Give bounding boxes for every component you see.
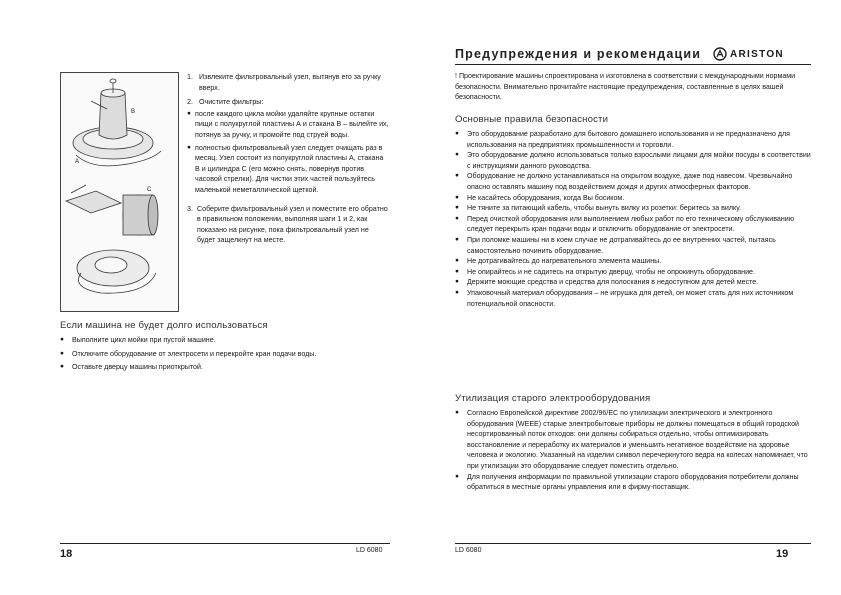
left-page-number: 18	[60, 548, 73, 560]
disposal-item: ● Согласно Европейской директиве 2002/96/EC по утилизации электрического и электронного оборудования (WEEE) старые электробытовые приборы не должны помещаться в общий городской несортированный поток отходов: они должны собираться отдельно, чтобы оптимизировать восстановление и переработку их материалов и уменьшить негативное воздействие на здоровье человека и экологию. Указанный на изделии символ перечеркнутого ведра на колесах напоминает, что при утилизации это оборудование следует поместить отдельно.	[455, 408, 811, 472]
left-footer-rule	[60, 543, 390, 544]
figure-label-a: A	[75, 159, 80, 165]
step-3-text: Соберите фильтровальный узел и поместите его обратно в правильном положении, выполняя шаги 1 и 2, как показано на рисунке, пока фильтровальный узел не будет защелкнут на месте.	[197, 204, 388, 245]
intro-text: ! Проектирование машины спроектирована и изготовлена в соответствии с международными нормами безопасности. Внимательно прочитайте настоящие предупреждения, составленные в целях вашей безопасности.	[455, 72, 796, 102]
safety-item: ● При поломке машины ни в коем случае не дотрагивайтесь до ее внутренних частей, пытаясь самостоятельно починить оборудование.	[455, 235, 811, 256]
cleaning-item: ● полностью фильтровальный узел следует очищать раз в месяц. Узел состоит из полукруглой пластины А, стакана В и цилиндра С (его можно снять, повернув против часовой стрелки). Для чистки этих частей пользуйтесь маленькой неметаллической щеткой.	[187, 143, 389, 196]
safety-heading: Основные правила безопасности	[455, 114, 609, 125]
step-1	[187, 72, 389, 93]
long-absence-item: ● Выполните цикл мойки при пустой машине.	[60, 335, 400, 346]
long-absence-item: ● Оставьте дверцу машины приоткрытой.	[60, 362, 400, 373]
step-3	[187, 204, 389, 246]
figure-label-b: B	[131, 109, 136, 115]
step-2-number: 2.	[187, 98, 193, 107]
safety-item: ● Оборудование не должно устанавливаться на открытом воздухе, даже под навесом. Чрезвычайно опасно оставлять машину под воздействием дождя и других атмосферных факторов.	[455, 171, 811, 192]
disposal-item: ● Для получения информации по правильной утилизации старого оборудования потребители должны обратиться в местные органы управления или в фирму-поставщик.	[455, 472, 811, 493]
left-model-label: LD 6080	[356, 547, 383, 554]
disposal-section	[455, 393, 811, 493]
disposal-heading: Утилизация старого электрооборудования	[455, 393, 651, 404]
safety-item: ● Не опирайтесь и не садитесь на открытую дверцу, чтобы не опрокинуть оборудование.	[455, 267, 811, 278]
safety-item: ● Перед очисткой оборудования или выполнением любых работ по его техническому обслуживанию следует перекрыть кран подачи воды и отключить оборудование от электросети.	[455, 214, 811, 235]
safety-item: ● Не дотрагивайтесь до нагревательного элемента машины.	[455, 256, 811, 267]
long-absence-list	[60, 335, 400, 373]
safety-item: ● Это оборудование разработано для бытового домашнего использования и не предназначено для использования на предприятиях промышленности и торговли.	[455, 129, 811, 150]
step-2	[187, 97, 389, 108]
ariston-logo-icon	[713, 47, 727, 61]
safety-item: ● Это оборудование должно использоваться только взрослыми лицами для мойки посуды в соответствии с инструкциями данного руководства.	[455, 150, 811, 171]
safety-section	[455, 114, 811, 309]
right-footer-rule	[455, 543, 811, 544]
filter-figure	[60, 72, 179, 312]
right-page	[420, 0, 841, 595]
safety-item: ● Держите моющие средства и средства для полоскания в недоступном для детей месте.	[455, 277, 811, 288]
title-rule	[455, 64, 811, 65]
step-2-text: Очистите фильтры:	[199, 98, 264, 107]
left-page	[0, 0, 420, 595]
brand-name: ARISTON	[730, 48, 784, 60]
long-absence-section	[60, 320, 400, 373]
safety-item: ● Упаковочный материал оборудования – не игрушка для детей, он может стать для них источником потенциальной опасности.	[455, 288, 811, 309]
right-page-number: 19	[776, 548, 789, 560]
cleaning-item: ● после каждого цикла мойки удаляйте крупные остатки пищи с полукруглой пластины А и стакана В – вылейте их, потянув за ручку, и промойте под струей воды.	[187, 109, 389, 141]
page-title: Предупреждения и рекомендации	[455, 47, 702, 61]
step-1-text: Извлеките фильтровальный узел, вытянув его за ручку вверх.	[199, 73, 381, 92]
long-absence-item: ● Отключите оборудование от электросети и перекройте кран подачи воды.	[60, 349, 400, 360]
instructions-column	[187, 72, 389, 246]
safety-list	[455, 129, 811, 309]
safety-item: ● Не тяните за питающий кабель, чтобы вынуть вилку из розетки: беритесь за вилку.	[455, 203, 811, 214]
brand-logo	[713, 47, 784, 61]
long-absence-heading: Если машина не будет долго использоваться	[60, 320, 268, 331]
safety-item: ● Не касайтесь оборудования, когда Вы босиком.	[455, 193, 811, 204]
disposal-list	[455, 408, 811, 493]
figure-label-c: C	[147, 187, 152, 193]
right-model-label: LD 6080	[455, 547, 482, 554]
step-3-number: 3.	[187, 204, 193, 213]
step-1-number: 1.	[187, 73, 193, 81]
filter-illustration	[61, 73, 178, 311]
cleaning-list	[187, 109, 389, 196]
